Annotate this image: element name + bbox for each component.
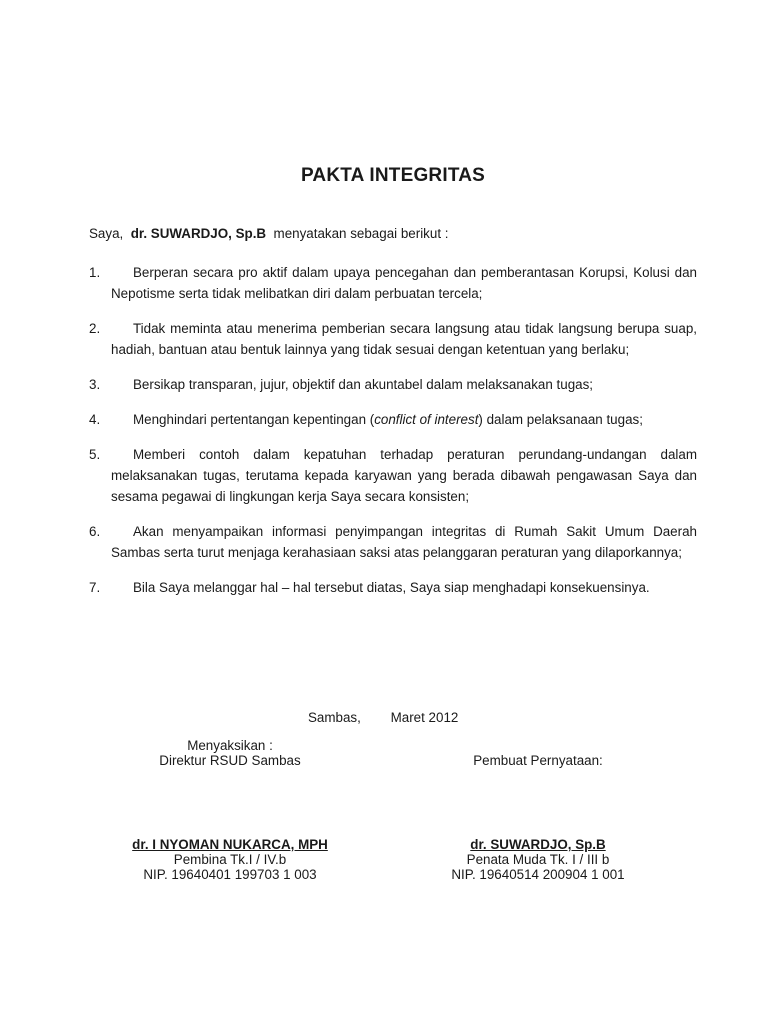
intro-suffix: menyatakan sebagai berikut : bbox=[266, 226, 449, 241]
statement-list bbox=[89, 262, 697, 612]
witness-heading bbox=[110, 738, 350, 768]
intro-name: dr. SUWARDJO, Sp.B bbox=[130, 226, 267, 241]
witness-name: dr. I NYOMAN NUKARCA, MPH bbox=[132, 837, 328, 852]
item-number: 2. bbox=[89, 321, 101, 336]
item-text: Bersikap transparan, jujur, objektif dan akuntabel dalam melaksanakan tugas; bbox=[133, 377, 594, 392]
item-text: Berperan secara pro aktif dalam upaya pencegahan dan pemberantasan Korupsi, Kolusi dan Nepotisme serta tidak melibatkan diri dalam perbuatan tercela; bbox=[111, 265, 697, 301]
list-item bbox=[89, 318, 697, 360]
list-item bbox=[89, 409, 697, 430]
item-text: Bila Saya melanggar hal – hal tersebut diatas, Saya siap menghadapi konsekuensinya. bbox=[133, 580, 650, 595]
item-text-italic: conflict of interest bbox=[374, 412, 479, 427]
document-title: PAKTA INTEGRITAS bbox=[300, 165, 486, 186]
item-number: 7. bbox=[89, 580, 101, 595]
witness-label: Menyaksikan : bbox=[187, 738, 273, 753]
item-number: 6. bbox=[89, 524, 101, 539]
list-item bbox=[89, 521, 697, 563]
item-number: 5. bbox=[89, 447, 101, 462]
item-text-before: Menghindari pertentangan kepentingan ( bbox=[133, 412, 375, 427]
witness-signature-block bbox=[90, 837, 370, 882]
intro-statement bbox=[89, 226, 448, 241]
item-text bbox=[111, 409, 697, 430]
item-number: 3. bbox=[89, 377, 101, 392]
list-item bbox=[89, 444, 697, 507]
item-text-after: ) dalam pelaksanaan tugas; bbox=[478, 412, 643, 427]
declarant-name: dr. SUWARDJO, Sp.B bbox=[470, 837, 606, 852]
item-text: Tidak meminta atau menerima pemberian secara langsung atau tidak langsung berupa suap, hadiah, bantuan atau bentuk lainnya yang tidak sesuai dengan ketentuan yang berlaku; bbox=[111, 321, 697, 357]
item-number: 4. bbox=[89, 412, 101, 427]
list-item bbox=[89, 577, 697, 598]
declarant-nip: NIP. 19640514 200904 1 001 bbox=[451, 867, 625, 882]
witness-nip: NIP. 19640401 199703 1 003 bbox=[143, 867, 317, 882]
place-date: Sambas, Maret 2012 bbox=[308, 710, 459, 725]
item-text: Memberi contoh dalam kepatuhan terhadap peraturan perundang-undangan dalam melaksanakan tugas, terutama kepada karyawan yang berada dibawah pengawasan Saya dan sesama pegawai di lingkungan kerja Saya secara konsisten; bbox=[111, 447, 697, 504]
witness-rank: Pembina Tk.I / IV.b bbox=[173, 852, 287, 867]
intro-prefix: Saya, bbox=[89, 226, 131, 241]
declarant-signature-block bbox=[398, 837, 678, 882]
witness-role: Direktur RSUD Sambas bbox=[159, 753, 301, 768]
list-item bbox=[89, 262, 697, 304]
declarant-rank: Penata Muda Tk. I / III b bbox=[466, 852, 610, 867]
list-item bbox=[89, 374, 697, 395]
item-text: Akan menyampaikan informasi penyimpangan integritas di Rumah Sakit Umum Daerah Sambas serta turut menjaga kerahasiaan saksi atas pelanggaran peraturan yang dilaporkannya; bbox=[111, 524, 697, 560]
item-number: 1. bbox=[89, 265, 101, 280]
declarant-label: Pembuat Pernyataan: bbox=[473, 753, 603, 768]
